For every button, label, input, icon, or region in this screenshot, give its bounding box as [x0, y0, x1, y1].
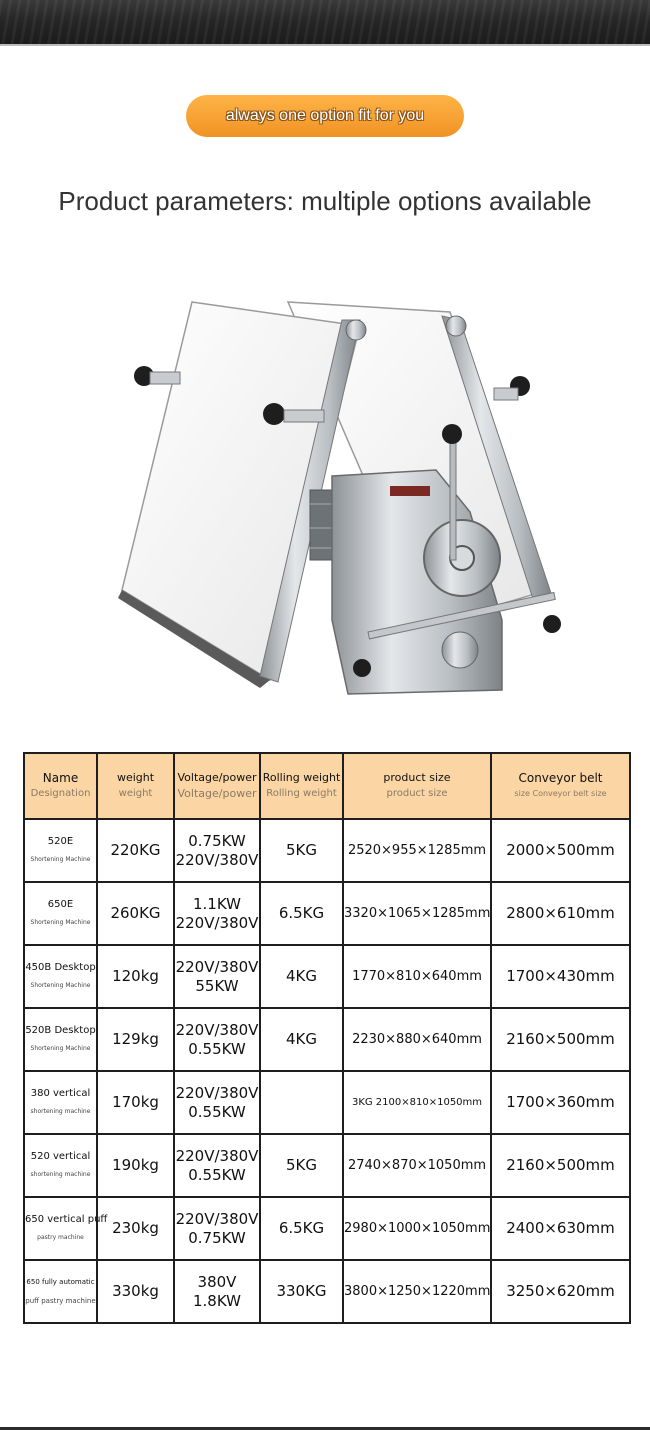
table-row — [24, 819, 630, 882]
cell-power: 380V 1.8KW — [174, 1260, 260, 1323]
cell-rolling-weight — [260, 1071, 343, 1134]
cell-conveyor-belt: 1700×360mm — [491, 1071, 630, 1134]
cell-product-size: 2230×880×640mm — [343, 1008, 491, 1071]
cell-name: 650 fully automatic puff pastry machine — [24, 1260, 97, 1323]
table-row — [24, 1134, 630, 1197]
cell-product-size: 2980×1000×1050mm — [343, 1197, 491, 1260]
page-title: Product parameters: multiple options available — [58, 186, 592, 216]
cell-conveyor-belt: 3250×620mm — [491, 1260, 630, 1323]
cell-weight: 220KG — [97, 819, 174, 882]
cell-weight: 170kg — [97, 1071, 174, 1134]
top-decorative-band — [0, 0, 650, 44]
cell-name: 520E Shortening Machine — [24, 819, 97, 882]
cell-name: 450B Desktop Shortening Machine — [24, 945, 97, 1008]
cell-weight: 260KG — [97, 882, 174, 945]
cell-power: 220V/380V 0.75KW — [174, 1197, 260, 1260]
cell-rolling-weight: 6.5KG — [260, 882, 343, 945]
table-row — [24, 1197, 630, 1260]
cell-power: 220V/380V 0.55KW — [174, 1134, 260, 1197]
header-product-size: product size product size — [343, 753, 491, 819]
table-header-row — [24, 753, 630, 819]
cell-weight: 129kg — [97, 1008, 174, 1071]
dough-sheeter-machine-image — [110, 290, 570, 710]
cell-rolling-weight: 6.5KG — [260, 1197, 343, 1260]
cell-name: 380 vertical shortening machine — [24, 1071, 97, 1134]
cell-name: 650E Shortening Machine — [24, 882, 97, 945]
cell-product-size: 2740×870×1050mm — [343, 1134, 491, 1197]
header-name: Name Designation — [24, 753, 97, 819]
cell-power: 220V/380V 0.55KW — [174, 1008, 260, 1071]
cell-product-size: 3KG 2100×810×1050mm — [343, 1071, 491, 1134]
table-row — [24, 882, 630, 945]
options-banner-label: always one option fit for you — [225, 107, 425, 124]
cell-conveyor-belt: 2160×500mm — [491, 1134, 630, 1197]
cell-rolling-weight: 330KG — [260, 1260, 343, 1323]
table-row — [24, 1071, 630, 1134]
table-row — [24, 1260, 630, 1323]
cell-rolling-weight: 5KG — [260, 1134, 343, 1197]
product-parameters-table — [23, 752, 631, 1324]
cell-conveyor-belt: 2160×500mm — [491, 1008, 630, 1071]
cell-power: 1.1KW 220V/380V — [174, 882, 260, 945]
cell-conveyor-belt: 2400×630mm — [491, 1197, 630, 1260]
cell-name: 650 vertical puff pastry machine — [24, 1197, 97, 1260]
header-conveyor-belt: Conveyor belt size Conveyor belt size — [491, 753, 630, 819]
cell-rolling-weight: 4KG — [260, 1008, 343, 1071]
header-voltage-power: Voltage/power Voltage/power — [174, 753, 260, 819]
cell-power: 0.75KW 220V/380V — [174, 819, 260, 882]
cell-conveyor-belt: 2800×610mm — [491, 882, 630, 945]
cell-product-size: 3320×1065×1285mm — [343, 882, 491, 945]
header-rolling-weight: Rolling weight Rolling weight — [260, 753, 343, 819]
cell-rolling-weight: 4KG — [260, 945, 343, 1008]
header-weight: weight weight — [97, 753, 174, 819]
cell-weight: 330kg — [97, 1260, 174, 1323]
cell-product-size: 1770×810×640mm — [343, 945, 491, 1008]
cell-power: 220V/380V 0.55KW — [174, 1071, 260, 1134]
cell-weight: 120kg — [97, 945, 174, 1008]
cell-conveyor-belt: 2000×500mm — [491, 819, 630, 882]
cell-product-size: 3800×1250×1220mm — [343, 1260, 491, 1323]
cell-weight: 230kg — [97, 1197, 174, 1260]
top-band-divider — [0, 44, 650, 46]
cell-product-size: 2520×955×1285mm — [343, 819, 491, 882]
cell-power: 220V/380V 55KW — [174, 945, 260, 1008]
cell-weight: 190kg — [97, 1134, 174, 1197]
cell-conveyor-belt: 1700×430mm — [491, 945, 630, 1008]
options-banner — [186, 95, 464, 137]
cell-name: 520 vertical shortening machine — [24, 1134, 97, 1197]
table-row — [24, 1008, 630, 1071]
table-row — [24, 945, 630, 1008]
cell-rolling-weight: 5KG — [260, 819, 343, 882]
cell-name: 520B Desktop Shortening Machine — [24, 1008, 97, 1071]
